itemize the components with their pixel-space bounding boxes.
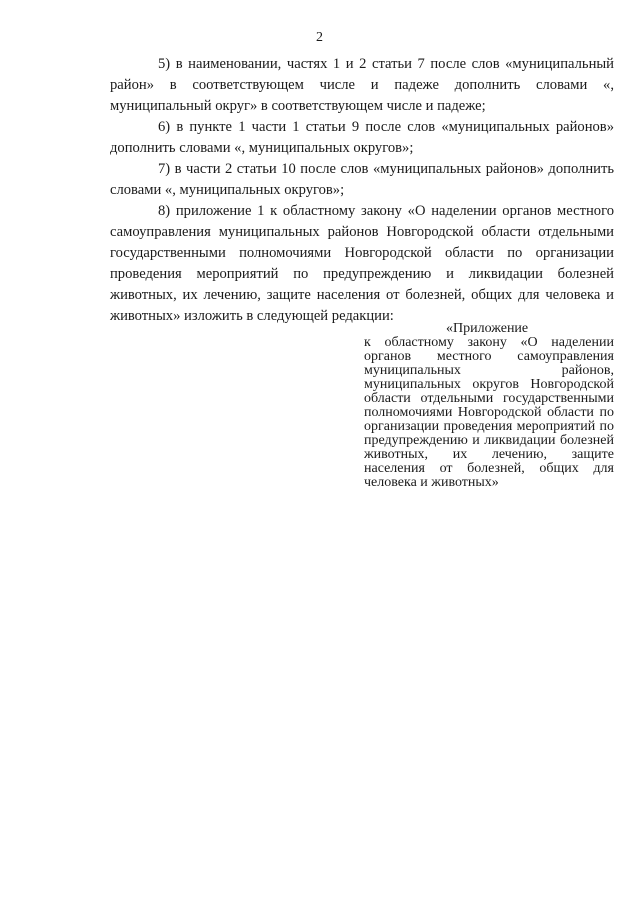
paragraph-item-8: 8) приложение 1 к областному закону «О наделении органов местного самоуправления муниципальных районов Новгородской области отдельными государственными полномочиями Новгородской области по организации проведения мероприятий по предупреждению и ликвидации болезней животных, их лечению, защите населения от болезней, общих для человека и животных» изложить в следующей редакции: — [110, 203, 614, 324]
document-body — [110, 54, 614, 327]
appendix-title: «Приложение — [446, 321, 529, 336]
paragraph-item-6: 6) в пункте 1 части 1 статьи 9 после слов «муниципальных районов» дополнить словами «, муниципальных округов»; — [110, 119, 614, 156]
paragraph-item-5: 5) в наименовании, частях 1 и 2 статьи 7 после слов «муниципальный район» в соответствующем числе и падеже дополнить словами «, муниципальный округ» в соответствующем числе и падеже; — [110, 56, 614, 114]
paragraph-item-7: 7) в части 2 статьи 10 после слов «муниципальных районов» дополнить словами «, муниципальных округов»; — [110, 161, 614, 198]
appendix-heading-block — [364, 322, 614, 490]
appendix-description: к областному закону «О наделении органов местного самоуправления муниципальных районов, муниципальных округов Новгородской области отдельными государственными полномочиями Новгородской области по организации проведения мероприятий по предупреждению и ликвидации болезней животных, их лечению, защите населения от болезней, общих для человека и животных» — [364, 335, 614, 490]
page-number: 2 — [316, 30, 323, 45]
